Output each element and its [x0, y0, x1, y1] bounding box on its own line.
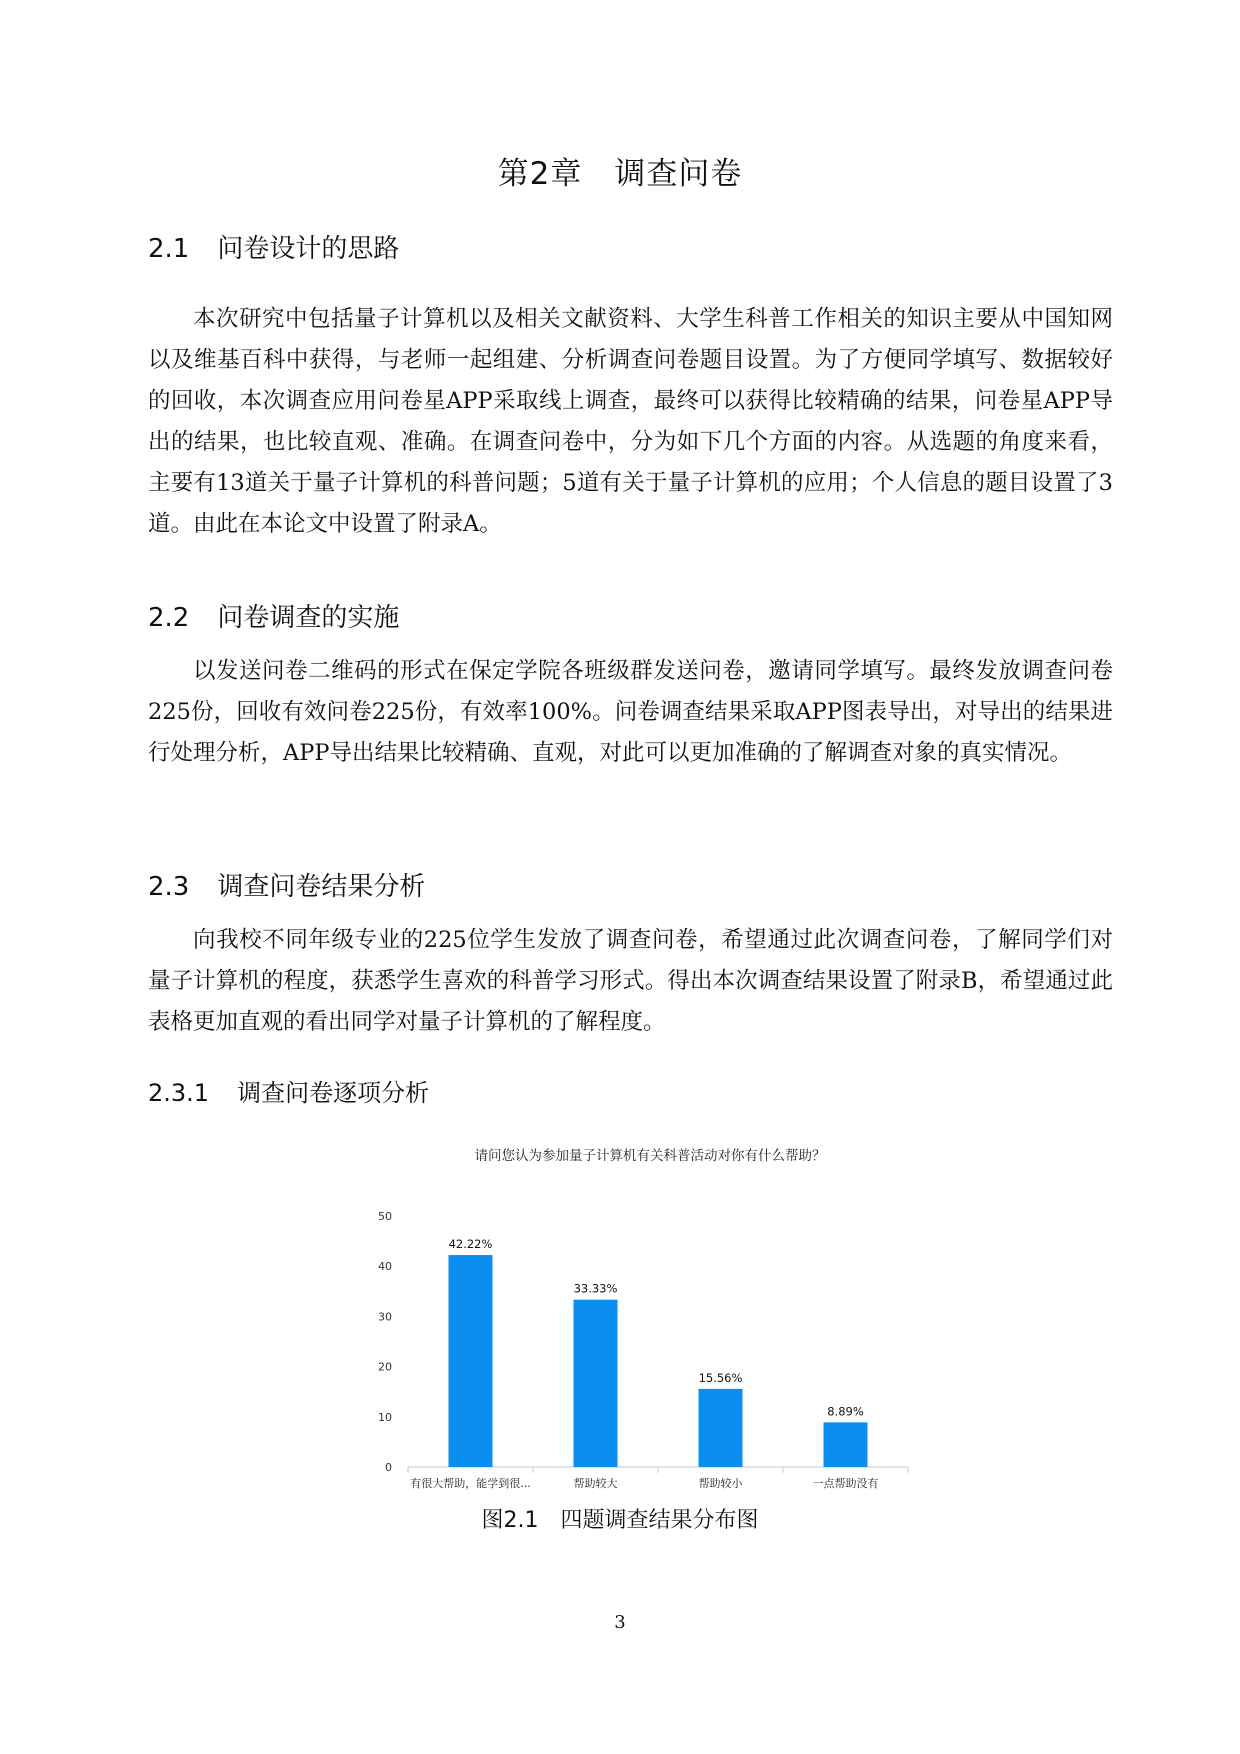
y-tick-label: 10: [378, 1410, 392, 1424]
x-category-label: 有很大帮助，能学到很...: [410, 1477, 531, 1490]
section-title: 调查问卷结果分析: [217, 872, 426, 902]
bar: [699, 1389, 743, 1467]
bar-data-label: 33.33%: [573, 1281, 618, 1296]
section-title: 问卷设计的思路: [217, 234, 400, 264]
y-tick-label: 0: [385, 1461, 392, 1474]
bar-data-label: 8.89%: [827, 1404, 864, 1419]
section-body-2-2: 以发送问卷二维码的形式在保定学院各班级群发送问卷，邀请同学填写。最终发放调查问卷225份，回收有效问卷225份，有效率100%。问卷调查结果采取APP图表导出，对导出的结果进行处理分析，APP导出结果比较精确、直观，对此可以更加准确的了解调查对象的真实情况。: [148, 658, 1113, 766]
bar: [449, 1255, 493, 1467]
bar-chart-svg: [380, 1138, 920, 1488]
bar: [824, 1422, 868, 1467]
bar-chart: [380, 1138, 920, 1488]
section-title: 问卷调查的实施: [217, 603, 400, 633]
figure-number: 图2.1: [481, 1508, 539, 1533]
x-category-label: 帮助较小: [698, 1477, 743, 1490]
section-number: 2.3: [148, 872, 190, 902]
y-tick-label: 20: [378, 1360, 392, 1374]
subsection-heading-2-3-1: [148, 1073, 429, 1108]
figure-caption: [0, 1503, 1240, 1534]
bar-data-label: 42.22%: [448, 1237, 493, 1252]
x-category-label: 帮助较大: [573, 1477, 618, 1490]
chapter-title: 第2章 调查问卷: [497, 156, 743, 192]
bar-data-label: 15.56%: [698, 1370, 743, 1385]
section-body-2-1: 本次研究中包括量子计算机以及相关文献资料、大学生科普工作相关的知识主要从中国知网以及维基百科中获得，与老师一起组建、分析调查问卷题目设置。为了方便同学填写、数据较好的回收，本次调查应用问卷星APP采取线上调查，最终可以获得比较精确的结果，问卷星APP导出的结果，也比较直观、准确。在调查问卷中，分为如下几个方面的内容。从选题的角度来看，主要有13道关于量子计算机的科普问题；5道有关于量子计算机的应用；个人信息的题目设置了3道。由此在本论文中设置了附录A。: [148, 306, 1113, 537]
chart-title: 请问您认为参加量子计算机有关科普活动对你有什么帮助？: [474, 1148, 826, 1164]
y-tick-label: 40: [378, 1260, 392, 1274]
x-category-label: 一点帮助没有: [812, 1477, 879, 1490]
subsection-number: 2.3.1: [148, 1079, 210, 1107]
section-body-2-3: 向我校不同年级专业的225位学生发放了调查问卷，希望通过此次调查问卷，了解同学们对量子计算机的程度，获悉学生喜欢的科普学习形式。得出本次调查结果设置了附录B，希望通过此表格更加直观的看出同学对量子计算机的了解程度。: [148, 927, 1113, 1035]
section-number: 2.2: [148, 603, 190, 633]
figure-caption-text: 四题调查结果分布图: [560, 1508, 759, 1533]
page-number: 3: [614, 1612, 626, 1633]
y-tick-label: 30: [378, 1310, 392, 1324]
section-heading-2-1: [148, 228, 399, 265]
section-heading-2-2: [148, 597, 399, 634]
section-number: 2.1: [148, 234, 190, 264]
y-tick-label: 50: [378, 1210, 392, 1223]
bar: [574, 1300, 618, 1467]
subsection-title: 调查问卷逐项分析: [237, 1079, 430, 1107]
section-heading-2-3: [148, 866, 425, 903]
